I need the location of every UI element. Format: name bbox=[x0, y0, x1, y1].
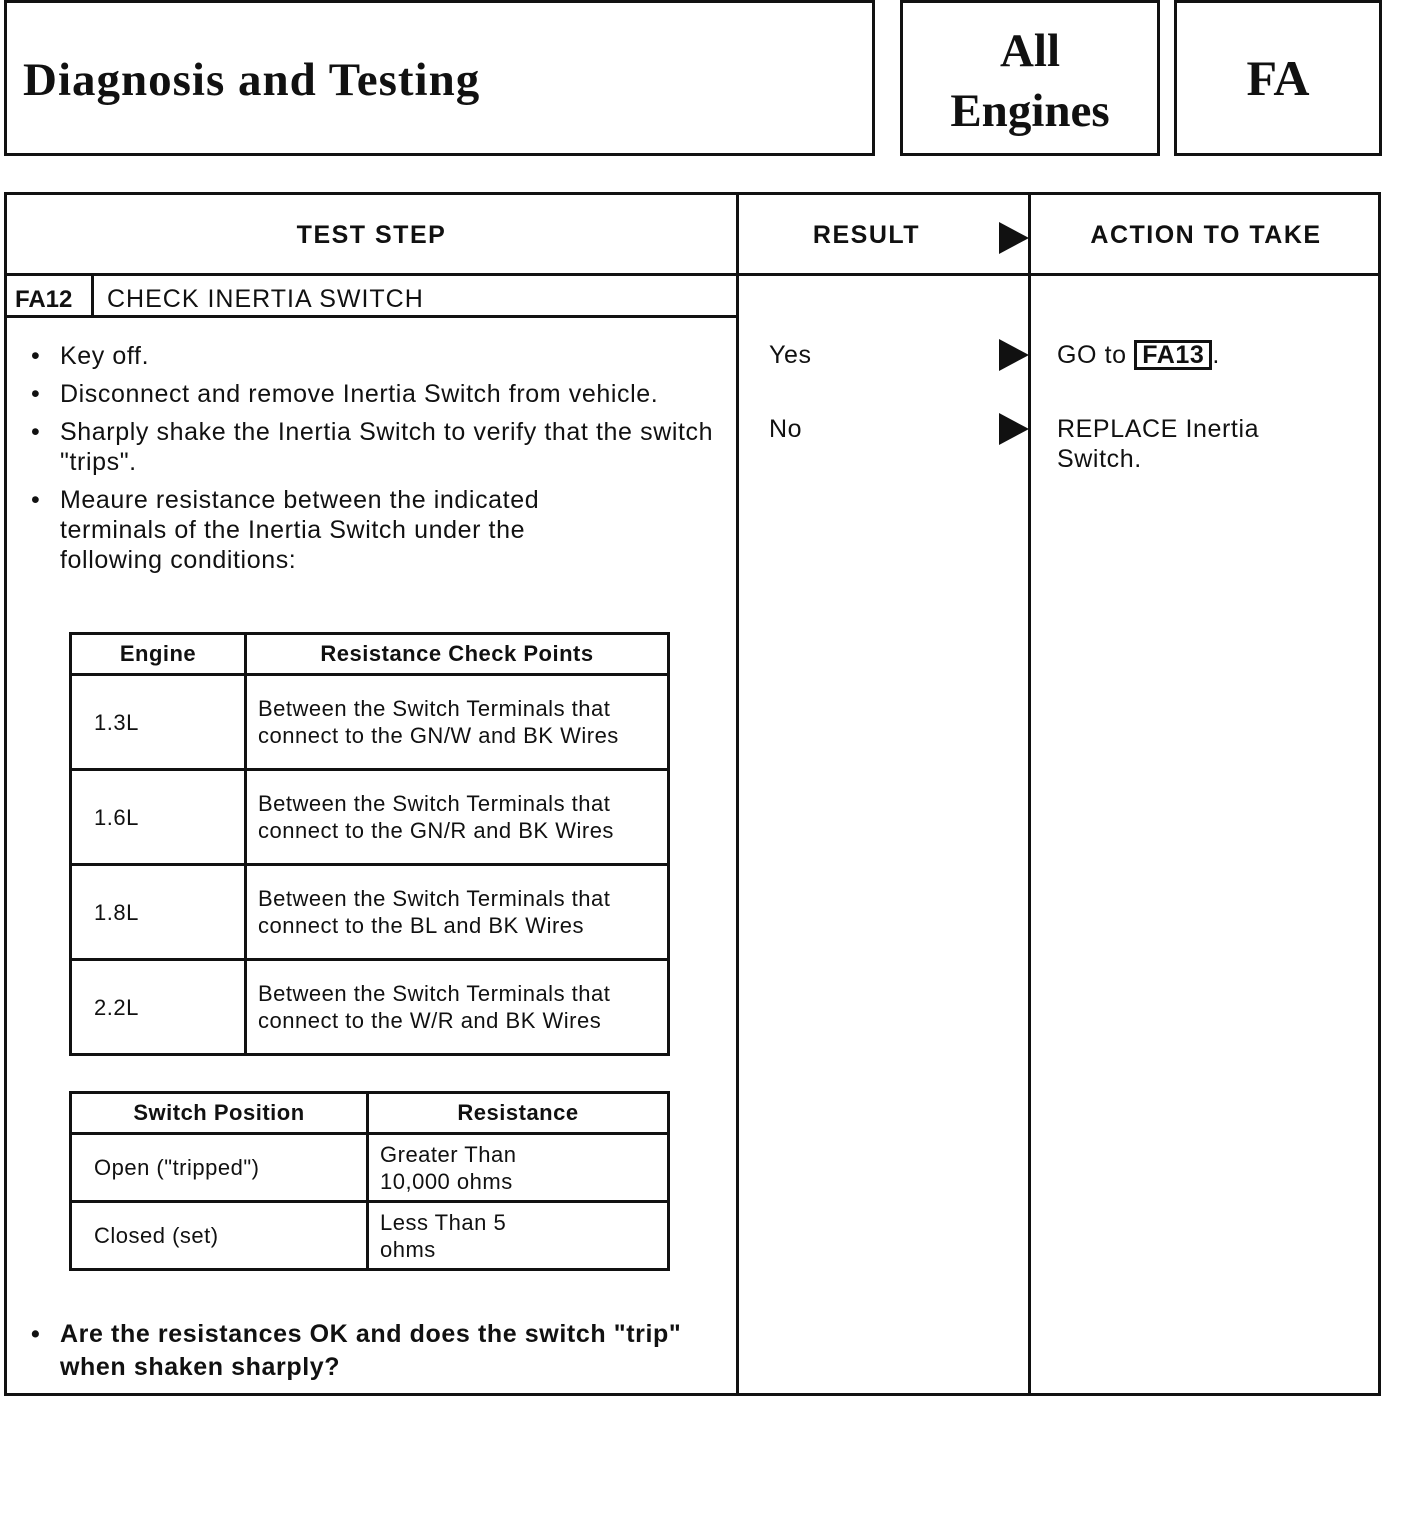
step-title: CHECK INERTIA SWITCH bbox=[107, 285, 424, 313]
question-item: • Are the resistances OK and does the switch "trip" when shaken sharply? bbox=[31, 1318, 691, 1384]
arrow-right-icon bbox=[999, 413, 1029, 445]
step-id-divider bbox=[91, 275, 94, 317]
check-points-cell: Between the Switch Terminals that connect to the W/R and BK Wires bbox=[246, 960, 669, 1055]
diagnostic-table bbox=[4, 192, 1381, 1396]
action-text: . bbox=[1212, 341, 1220, 369]
section-code-box bbox=[1174, 0, 1382, 156]
column-divider bbox=[736, 195, 739, 1393]
section-code: FA bbox=[1246, 50, 1310, 106]
applies-to-line2: Engines bbox=[950, 85, 1110, 137]
step-reference: FA13 bbox=[1134, 340, 1212, 370]
table-row bbox=[71, 865, 669, 960]
table-header: Switch Position bbox=[71, 1093, 368, 1134]
resistance-cell: Less Than 5 ohms bbox=[368, 1202, 669, 1270]
engine-cell: 2.2L bbox=[71, 960, 246, 1055]
column-divider bbox=[1028, 195, 1031, 1393]
resistance-table bbox=[69, 1091, 670, 1271]
table-row bbox=[71, 960, 669, 1055]
table-row bbox=[71, 675, 669, 770]
instruction-item: • Sharply shake the Inertia Switch to verify that the switch "trips". bbox=[31, 417, 740, 477]
table-header: Engine bbox=[71, 634, 246, 675]
action-text: GO to bbox=[1057, 341, 1127, 369]
resistance-cell: Greater Than 10,000 ohms bbox=[368, 1134, 669, 1202]
action-no: REPLACE Inertia Switch. bbox=[1057, 415, 1260, 473]
result-yes: Yes bbox=[769, 341, 812, 369]
instruction-item: • Disconnect and remove Inertia Switch from vehicle. bbox=[31, 379, 660, 409]
step-instructions bbox=[31, 341, 721, 583]
engine-cell: 1.6L bbox=[71, 770, 246, 865]
table-header: Resistance Check Points bbox=[246, 634, 669, 675]
switch-position-cell: Closed (set) bbox=[71, 1202, 368, 1270]
result-no: No bbox=[769, 415, 803, 443]
check-points-cell: Between the Switch Terminals that connect to the BL and BK Wires bbox=[246, 865, 669, 960]
instruction-item: • Meaure resistance between the indicated terminals of the Inertia Switch under the following conditions: bbox=[31, 485, 620, 575]
check-points-cell: Between the Switch Terminals that connect to the GN/R and BK Wires bbox=[246, 770, 669, 865]
applies-to-box bbox=[900, 0, 1160, 156]
arrow-right-icon bbox=[999, 222, 1029, 254]
step-question bbox=[31, 1318, 691, 1392]
engine-cell: 1.3L bbox=[71, 675, 246, 770]
column-header-result: RESULT bbox=[812, 220, 921, 249]
instruction-item: • Key off. bbox=[31, 341, 721, 371]
step-id: FA12 bbox=[15, 286, 73, 313]
switch-position-cell: Open ("tripped") bbox=[71, 1134, 368, 1202]
table-row bbox=[71, 1134, 669, 1202]
arrow-right-icon bbox=[999, 339, 1029, 371]
document-title-box bbox=[4, 0, 875, 156]
engine-cell: 1.8L bbox=[71, 865, 246, 960]
table-row bbox=[71, 770, 669, 865]
column-header-action: ACTION TO TAKE bbox=[1090, 220, 1322, 249]
applies-to-line1: All bbox=[999, 25, 1061, 77]
column-header-test-step: TEST STEP bbox=[296, 220, 447, 249]
action-yes bbox=[1057, 340, 1220, 370]
step-title-divider bbox=[7, 315, 736, 318]
check-points-table bbox=[69, 632, 670, 1056]
table-row bbox=[71, 1202, 669, 1270]
document-title: Diagnosis and Testing bbox=[23, 54, 481, 106]
table-header: Resistance bbox=[368, 1093, 669, 1134]
check-points-cell: Between the Switch Terminals that connect to the GN/W and BK Wires bbox=[246, 675, 669, 770]
